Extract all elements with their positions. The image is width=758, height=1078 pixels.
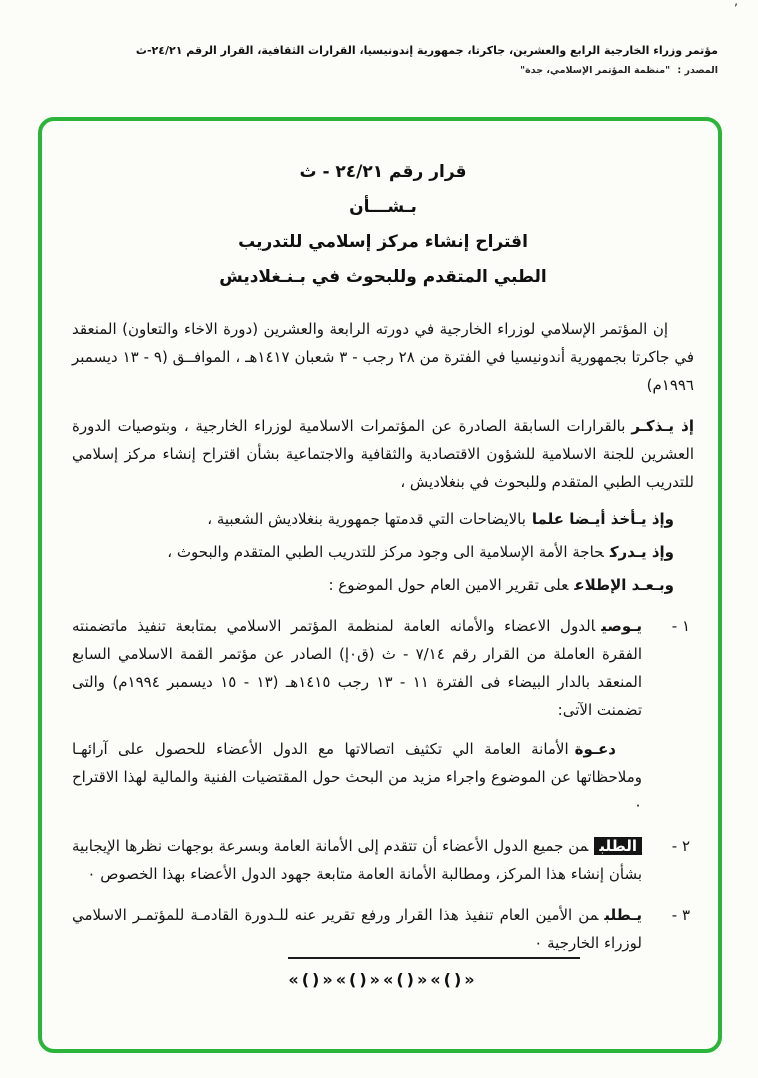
- preamble-text-4: حاجة الأمة الإسلامية الى وجود مركز للتدريب الطبي المتقدم والبحوث ،: [167, 543, 604, 561]
- resolution-number: قرار رقم ٢٤/٢١ - ث: [299, 162, 467, 182]
- header-citation: مؤتمر وزراء الخارجية الرابع والعشرين، جاكرتا، جمهورية إندونيسيا، القرارات الثقافية، القرار الرقم ٢٤/٢١-ث: [135, 44, 718, 57]
- item-body-3: [72, 901, 642, 957]
- item-text-3: [72, 901, 642, 957]
- item-text-1: [72, 612, 642, 724]
- preamble-paragraph-3: [72, 505, 694, 533]
- item-text-1-content: الدول الاعضاء والأمانه العامة لمنظمة المؤتمر الاسلامي بمتابعة تنفيذ ماتضمنته الفقرة العاملة من القرار رقم ٧/١٤ - ث (ق٠إ) الصادر عن مؤتمر القمة الاسلامي السابع المنعقد بالدار البيضاء فى الفترة ١١ - ١٣ رجب ١٤١٥هـ (١٣ - ١٥ ديسمبر ١٩٩٤م) والتى تضمنت الآتى:: [72, 617, 643, 719]
- item-lead-3: يـطلب: [604, 906, 642, 924]
- document-content: [42, 121, 718, 1049]
- resolution-items: [72, 612, 694, 970]
- item-lead-1: يـوصي: [601, 617, 642, 635]
- page-header: [34, 44, 718, 76]
- preamble-paragraph-2: [72, 412, 694, 496]
- preamble-text-5: على تقرير الامين العام حول الموضوع :: [328, 576, 569, 594]
- subparagraph-text: الأمانة العامة الي تكثيف اتصالاتها مع الدول الأعضاء للحصول على آرائهـا وملاحظاتها عن الموضوع واجراء مزيد من البحث حول المقتضيات الفنية والمالية لهذا الاقتراح ٠: [72, 740, 642, 814]
- end-ornament: «()»«()»«()»«()»: [288, 970, 478, 989]
- item-text-3-content: من الأمين العام تنفيذ هذا القرار ورفع تقرير عنه للـدورة القادمـة للمؤتمـر الاسلامي لوزراء الخارجية ٠: [72, 906, 642, 952]
- preamble-lead-5: وبـعـد الإطلاع: [574, 576, 674, 594]
- item-lead-2: الطلب: [594, 837, 642, 855]
- preamble-lead-4: وإذ يـدرك: [609, 543, 674, 561]
- source-label: المصدر :: [677, 65, 718, 76]
- preamble-text-2: بالقرارات السابقة الصادرة عن المؤتمرات الاسلامية لوزراء الخارجية ، وبتوصيات الدورة العشرين للجنة الاسلامية للشؤون الاقتصادية والثقافية والاجتماعية بشأن اقتراح إنشاء مركز إسلامي للتدريب الطبي المتقدم وللبحوث في بنغلاديش ،: [72, 417, 694, 491]
- preamble-lead-2: إذ يـذكـر: [631, 417, 694, 435]
- subparagraph-lead: دعـوة: [574, 740, 616, 758]
- preamble-paragraph-4: [72, 538, 694, 566]
- footer-line: [288, 957, 580, 959]
- item-number-1: ١ -: [671, 617, 690, 635]
- item-number-3: ٣ -: [671, 906, 690, 924]
- document-frame: [38, 117, 722, 1053]
- item-number-2: ٢ -: [671, 837, 690, 855]
- preamble-text-3: بالايضاحات التي قدمتها جمهورية بنغلاديش الشعبية ،: [207, 510, 526, 528]
- source-value: "منظمة المؤتمر الإسلامي، جدة": [520, 65, 671, 76]
- item-subparagraph-1: [72, 735, 642, 819]
- resolution-item-3: [72, 901, 694, 957]
- resolution-subject-line2: الطبي المتقدم وللبحوث في بـنـغلاديش: [219, 267, 547, 287]
- scan-artifact-mark: ٬: [733, 2, 738, 17]
- item-body-1: [72, 612, 642, 819]
- preamble-text-1: إن المؤتمر الإسلامي لوزراء الخارجية في دورته الرابعة والعشرين (دورة الاخاء والتعاون) المنعقد في جاكرتا بجمهورية أندونيسيا في الفترة من ٢٨ رجب - ٣ شعبان ١٤١٧هـ ، الموافــق (٩ - ١٣ ديسمبر ١٩٩٦م): [72, 320, 695, 394]
- resolution-subject-line1: اقتراح إنشاء مركز إسلامي للتدريب: [238, 232, 528, 252]
- header-source: [34, 65, 718, 76]
- preamble: [72, 315, 694, 604]
- title-block: [72, 155, 694, 295]
- preamble-paragraph-1: [72, 315, 694, 399]
- item-text-2: [72, 832, 642, 888]
- item-text-2-content: من جميع الدول الأعضاء أن تتقدم إلى الأمانة العامة وبسرعة بوجهات نظرها الإيجابية بشأن إنشاء هذا المركز، ومطالبة الأمانة العامة متابعة جهود الدول الأعضاء بهذا الخصوص ٠: [72, 837, 642, 883]
- resolution-item-2: [72, 832, 694, 888]
- resolution-item-1: [72, 612, 694, 819]
- preamble-lead-3: وإذ يـأخذ أيـضا علما: [531, 510, 674, 528]
- preamble-paragraph-5: [72, 571, 694, 599]
- item-body-2: [72, 832, 642, 888]
- regarding-label: بـشـــأن: [349, 197, 417, 217]
